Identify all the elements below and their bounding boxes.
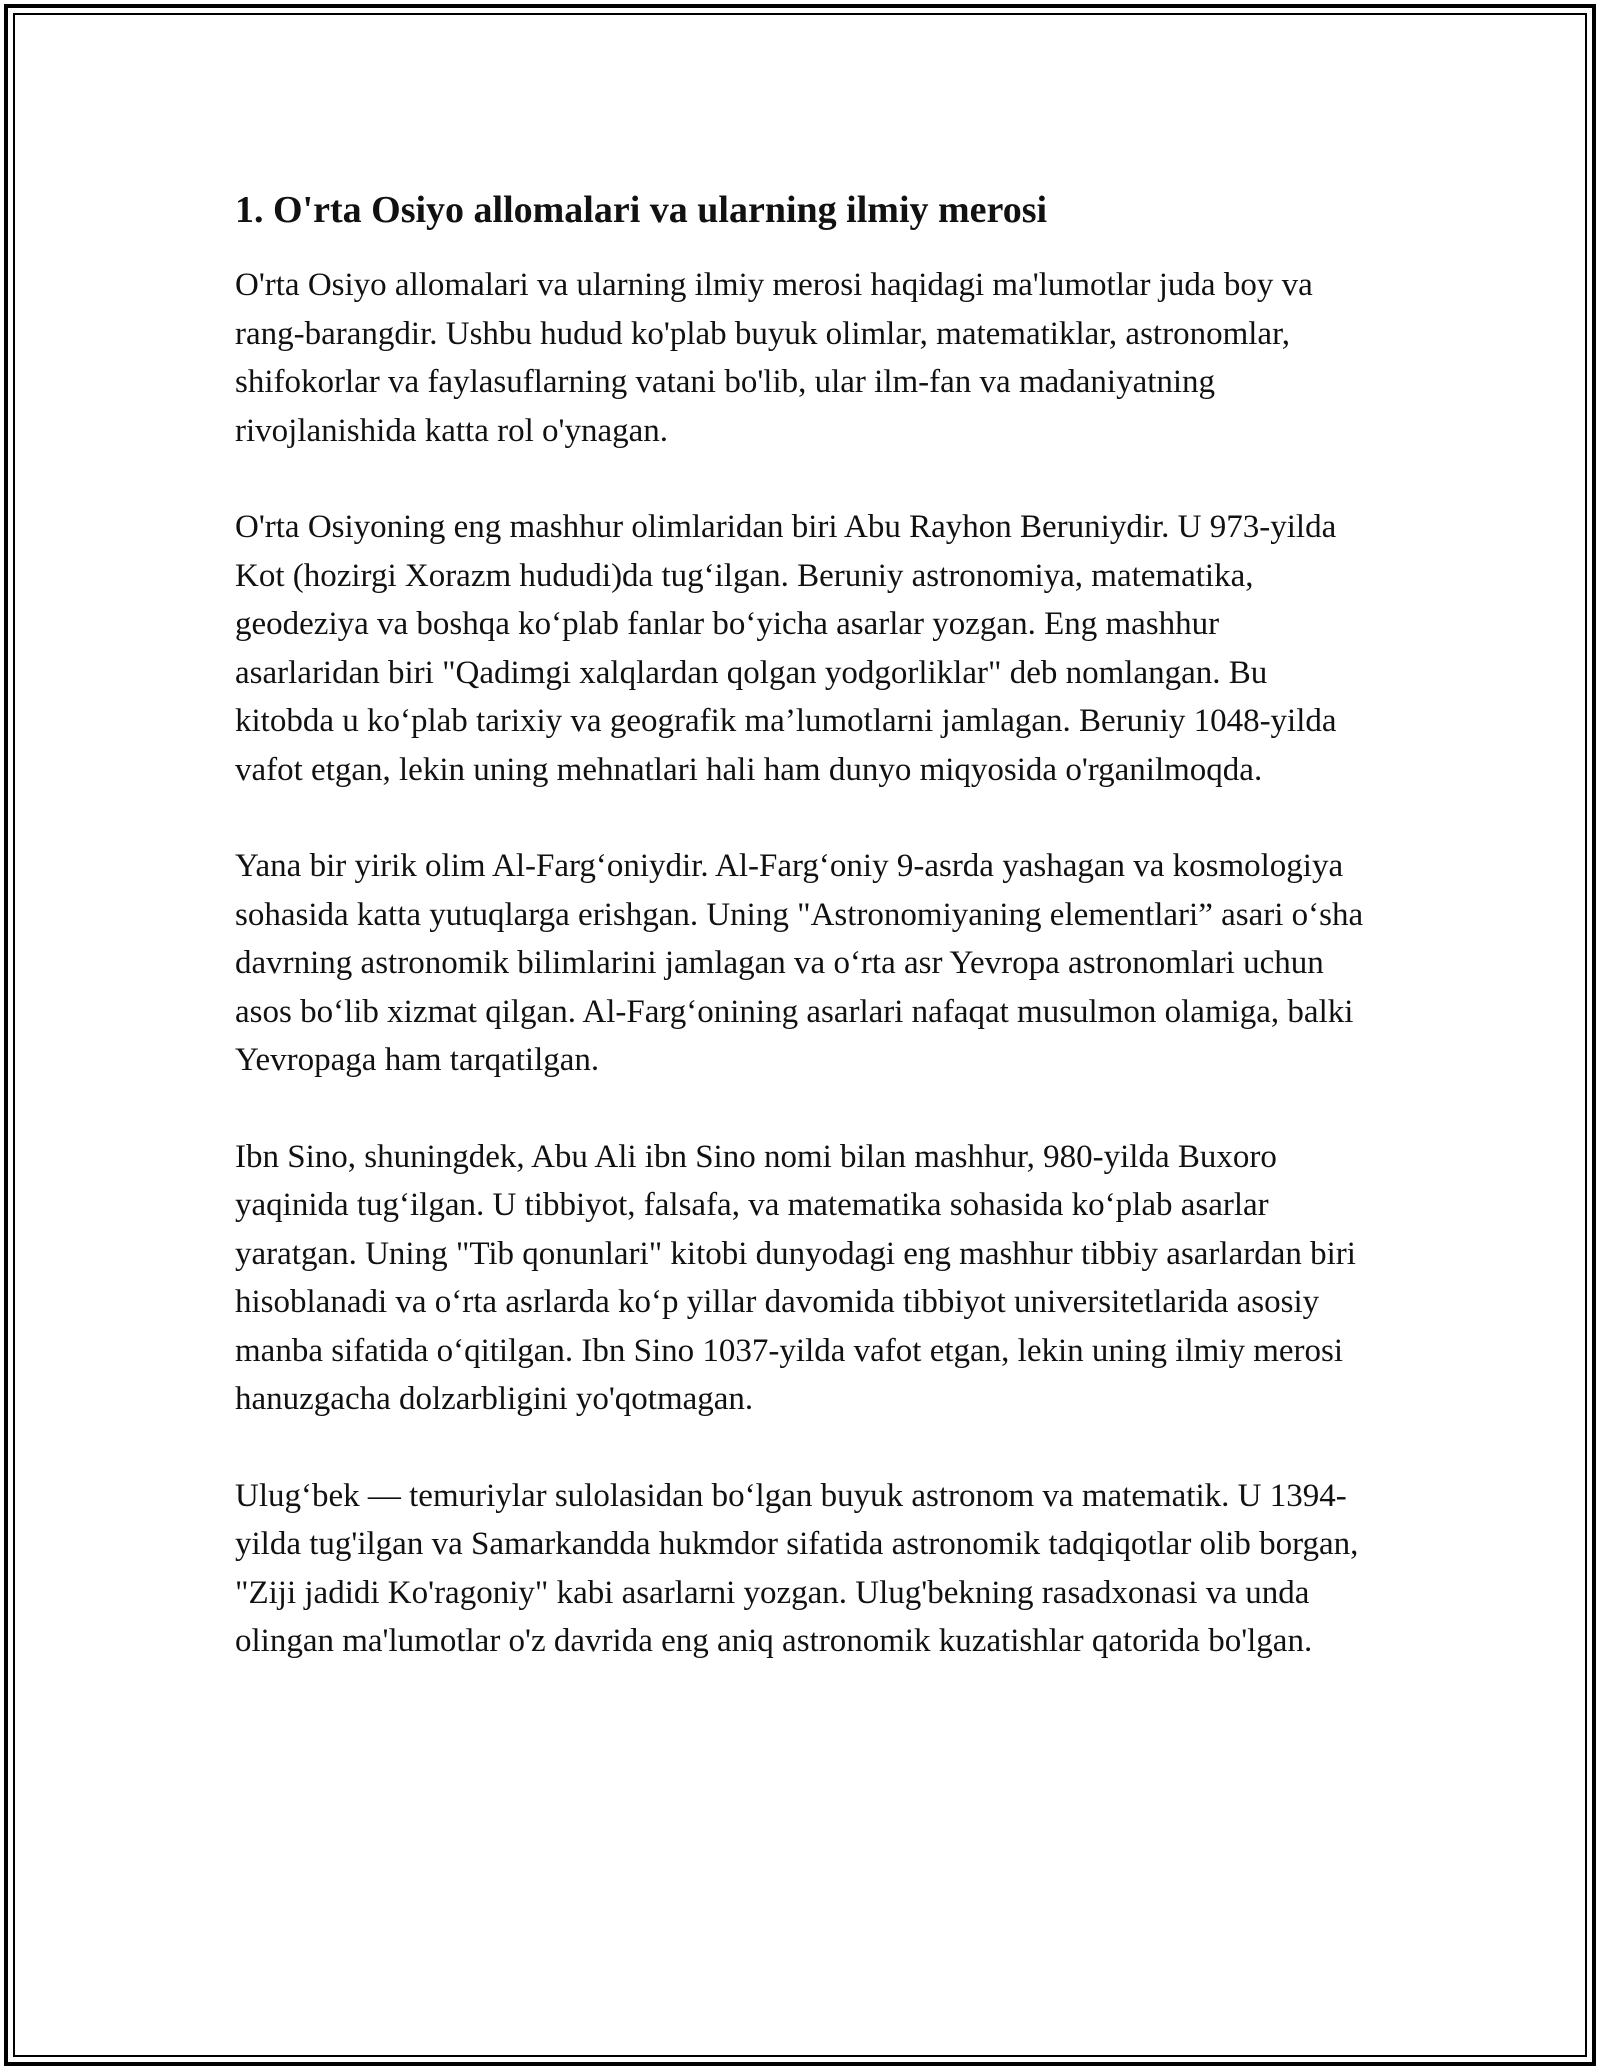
paragraph-al-fargoniy: Yana bir yirik olim Al-Farg‘oniydir. Al-Farg‘oniy 9-asrda yashagan va kosmologiya sohasida katta yutuqlarga erishgan. Uning "Astronomiyaning elementlari” asari o‘sha davrning astronomik bilimlarini jamlagan va o‘rta asr Yevropa astronomlari uchun asos bo‘lib xizmat qilgan. Al-Farg‘onining asarlari nafaqat musulmon olamiga, balki Yevropaga ham tarqatilgan.	[235, 848, 1364, 1079]
paragraph-intro: O'rta Osiyo allomalari va ularning ilmiy merosi haqidagi ma'lumotlar juda boy va rang-barangdir. Ushbu hudud ko'plab buyuk olimlar, matematiklar, astronomlar, shifokorlar va faylasuflarning vatani bo'lib, ular ilm-fan va madaniyatning rivojlanishida katta rol o'ynagan.	[235, 267, 1313, 449]
section-title: 1. O'rta Osiyo allomalari va ularning ilmiy merosi	[235, 189, 1048, 231]
paragraph-ibn-sino: Ibn Sino, shuningdek, Abu Ali ibn Sino nomi bilan mashhur, 980-yilda Buxoro yaqinida tug‘ilgan. U tibbiyot, falsafa, va matematika sohasida ko‘plab asarlar yaratgan. Uning "Tib qonunlari" kitobi dunyodagi eng mashhur tibbiy asarlardan biri hisoblanadi va o‘rta asrlarda ko‘p yillar davomida tibbiyot universitetlarida asosiy manba sifatida o‘qitilgan. Ibn Sino 1037-yilda vafot etgan, lekin uning ilmiy merosi hanuzgacha dolzarbligini yo'qotmagan.	[235, 1138, 1356, 1418]
document-body	[235, 186, 1365, 1714]
paragraph-ulugbek: Ulug‘bek — temuriylar sulolasidan bo‘lgan buyuk astronom va matematik. U 1394-yilda tug'ilgan va Samarkandda hukmdor sifatida astronomik tadqiqotlar olib borgan, "Ziji jadidi Ko'ragoniy" kabi asarlarni yozgan. Ulug'bekning rasadxonasi va unda olingan ma'lumotlar o'z davrida eng aniq astronomik kuzatishlar qatorida bo'lgan.	[235, 1477, 1359, 1660]
paragraph-beruniy: O'rta Osiyoning eng mashhur olimlaridan biri Abu Rayhon Beruniydir. U 973-yilda Kot (hozirgi Xorazm hududi)da tug‘ilgan. Beruniy astronomiya, matematika, geodeziya va boshqa ko‘plab fanlar bo‘yicha asarlar yozgan. Eng mashhur asarlaridan biri "Qadimgi xalqlardan qolgan yodgorliklar" deb nomlangan. Bu kitobda u ko‘plab tarixiy va geografik ma’lumotlarni jamlagan. Beruniy 1048-yilda vafot etgan, lekin uning mehnatlari hali ham dunyo miqyosida o'rganilmoqda.	[235, 509, 1337, 788]
